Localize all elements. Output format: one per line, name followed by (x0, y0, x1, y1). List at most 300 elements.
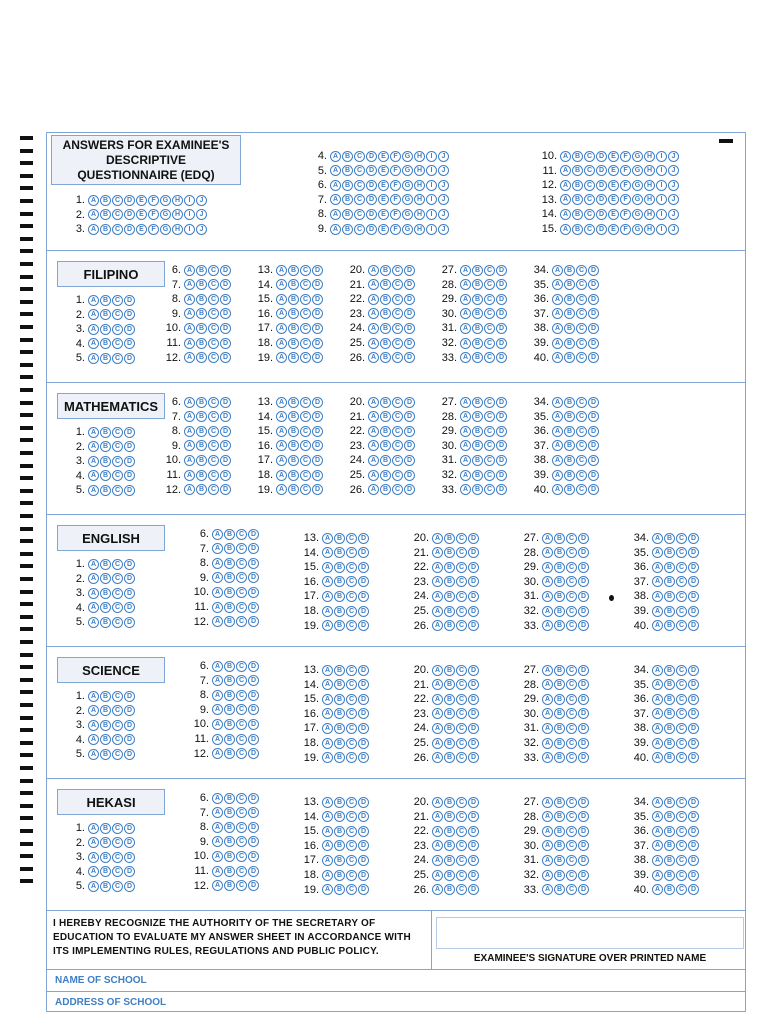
answer-bubble[interactable]: B (334, 797, 345, 808)
answer-bubble[interactable]: D (312, 352, 323, 363)
answer-bubble[interactable]: A (184, 338, 195, 349)
answer-bubble[interactable]: B (342, 209, 353, 220)
answer-bubble[interactable]: B (380, 484, 391, 495)
answer-bubble[interactable]: A (652, 811, 663, 822)
answer-bubble[interactable]: A (552, 323, 563, 334)
answer-bubble[interactable]: D (124, 573, 135, 584)
answer-bubble[interactable]: C (566, 665, 577, 676)
answer-bubble[interactable]: D (688, 884, 699, 895)
answer-bubble[interactable]: E (378, 209, 389, 220)
answer-bubble[interactable]: C (676, 884, 687, 895)
answer-bubble[interactable]: C (576, 338, 587, 349)
answer-bubble[interactable]: A (368, 323, 379, 334)
answer-bubble[interactable]: B (472, 338, 483, 349)
answer-bubble[interactable]: J (668, 209, 679, 220)
answer-bubble[interactable]: A (88, 837, 99, 848)
answer-bubble[interactable]: G (632, 209, 643, 220)
answer-bubble[interactable]: D (312, 397, 323, 408)
answer-bubble[interactable]: B (472, 411, 483, 422)
answer-bubble[interactable]: B (380, 426, 391, 437)
answer-bubble[interactable]: A (184, 323, 195, 334)
answer-bubble[interactable]: D (124, 441, 135, 452)
answer-bubble[interactable]: A (88, 573, 99, 584)
answer-bubble[interactable]: D (312, 411, 323, 422)
answer-bubble[interactable]: A (212, 880, 223, 891)
answer-bubble[interactable]: H (414, 165, 425, 176)
answer-bubble[interactable]: D (358, 576, 369, 587)
answer-bubble[interactable]: B (664, 679, 675, 690)
answer-bubble[interactable]: B (664, 826, 675, 837)
answer-bubble[interactable]: B (472, 484, 483, 495)
answer-bubble[interactable]: A (184, 484, 195, 495)
answer-bubble[interactable]: A (88, 295, 99, 306)
answer-bubble[interactable]: D (124, 224, 135, 235)
answer-bubble[interactable]: E (608, 180, 619, 191)
answer-bubble[interactable]: D (312, 294, 323, 305)
answer-bubble[interactable]: C (456, 855, 467, 866)
answer-bubble[interactable]: I (184, 209, 195, 220)
answer-bubble[interactable]: D (468, 752, 479, 763)
answer-bubble[interactable]: C (236, 616, 247, 627)
answer-bubble[interactable]: A (552, 308, 563, 319)
answer-bubble[interactable]: A (184, 308, 195, 319)
answer-bubble[interactable]: A (184, 352, 195, 363)
answer-bubble[interactable]: A (432, 855, 443, 866)
answer-bubble[interactable]: B (334, 840, 345, 851)
answer-bubble[interactable]: I (656, 224, 667, 235)
answer-bubble[interactable]: B (564, 411, 575, 422)
answer-bubble[interactable]: C (576, 294, 587, 305)
answer-bubble[interactable]: A (652, 752, 663, 763)
answer-bubble[interactable]: C (346, 562, 357, 573)
answer-bubble[interactable]: C (576, 440, 587, 451)
answer-bubble[interactable]: C (112, 559, 123, 570)
answer-bubble[interactable]: C (112, 427, 123, 438)
answer-bubble[interactable]: C (236, 572, 247, 583)
answer-bubble[interactable]: B (100, 837, 111, 848)
answer-bubble[interactable]: D (688, 708, 699, 719)
answer-bubble[interactable]: D (248, 661, 259, 672)
answer-bubble[interactable]: C (576, 265, 587, 276)
answer-bubble[interactable]: B (564, 279, 575, 290)
answer-bubble[interactable]: B (224, 793, 235, 804)
answer-bubble[interactable]: B (288, 397, 299, 408)
answer-bubble[interactable]: E (136, 209, 147, 220)
answer-bubble[interactable]: D (468, 576, 479, 587)
answer-bubble[interactable]: D (312, 323, 323, 334)
answer-bubble[interactable]: C (236, 719, 247, 730)
answer-bubble[interactable]: D (588, 426, 599, 437)
answer-bubble[interactable]: A (322, 870, 333, 881)
answer-bubble[interactable]: B (334, 855, 345, 866)
answer-bubble[interactable]: F (148, 195, 159, 206)
answer-bubble[interactable]: C (676, 797, 687, 808)
answer-bubble[interactable]: C (576, 323, 587, 334)
answer-bubble[interactable]: D (220, 352, 231, 363)
answer-bubble[interactable]: B (664, 665, 675, 676)
answer-bubble[interactable]: A (460, 470, 471, 481)
answer-bubble[interactable]: B (554, 884, 565, 895)
answer-bubble[interactable]: C (346, 533, 357, 544)
answer-bubble[interactable]: B (100, 485, 111, 496)
answer-bubble[interactable]: D (496, 397, 507, 408)
answer-bubble[interactable]: A (652, 797, 663, 808)
answer-bubble[interactable]: C (676, 826, 687, 837)
answer-bubble[interactable]: C (584, 194, 595, 205)
answer-bubble[interactable]: A (212, 851, 223, 862)
answer-bubble[interactable]: B (288, 323, 299, 334)
answer-bubble[interactable]: D (124, 309, 135, 320)
answer-bubble[interactable]: C (676, 840, 687, 851)
answer-bubble[interactable]: B (564, 294, 575, 305)
answer-bubble[interactable]: A (560, 165, 571, 176)
answer-bubble[interactable]: C (300, 426, 311, 437)
answer-bubble[interactable]: D (358, 884, 369, 895)
answer-bubble[interactable]: B (224, 851, 235, 862)
answer-bubble[interactable]: I (426, 151, 437, 162)
answer-bubble[interactable]: A (184, 397, 195, 408)
answer-bubble[interactable]: D (124, 691, 135, 702)
answer-bubble[interactable]: B (100, 353, 111, 364)
answer-bubble[interactable]: D (124, 881, 135, 892)
answer-bubble[interactable]: D (220, 308, 231, 319)
answer-bubble[interactable]: C (208, 279, 219, 290)
answer-bubble[interactable]: A (460, 352, 471, 363)
answer-bubble[interactable]: C (346, 620, 357, 631)
answer-bubble[interactable]: A (88, 485, 99, 496)
answer-bubble[interactable]: D (596, 151, 607, 162)
answer-bubble[interactable]: B (554, 591, 565, 602)
answer-bubble[interactable]: D (124, 353, 135, 364)
answer-bubble[interactable]: C (584, 224, 595, 235)
answer-bubble[interactable]: C (112, 837, 123, 848)
answer-bubble[interactable]: D (404, 323, 415, 334)
answer-bubble[interactable]: A (322, 591, 333, 602)
answer-bubble[interactable]: B (100, 720, 111, 731)
answer-bubble[interactable]: B (554, 738, 565, 749)
answer-bubble[interactable]: B (334, 752, 345, 763)
answer-bubble[interactable]: D (124, 617, 135, 628)
answer-bubble[interactable]: B (380, 308, 391, 319)
answer-bubble[interactable]: D (248, 866, 259, 877)
answer-bubble[interactable]: C (300, 470, 311, 481)
answer-bubble[interactable]: C (346, 738, 357, 749)
answer-bubble[interactable]: B (224, 558, 235, 569)
answer-bubble[interactable]: A (212, 807, 223, 818)
answer-bubble[interactable]: B (572, 209, 583, 220)
answer-bubble[interactable]: G (402, 224, 413, 235)
answer-bubble[interactable]: C (566, 620, 577, 631)
answer-bubble[interactable]: C (112, 720, 123, 731)
answer-bubble[interactable]: A (322, 855, 333, 866)
answer-bubble[interactable]: B (554, 870, 565, 881)
answer-bubble[interactable]: A (368, 455, 379, 466)
answer-bubble[interactable]: C (112, 353, 123, 364)
answer-bubble[interactable]: D (248, 602, 259, 613)
answer-bubble[interactable]: B (444, 723, 455, 734)
answer-bubble[interactable]: A (542, 811, 553, 822)
answer-bubble[interactable]: D (468, 855, 479, 866)
answer-bubble[interactable]: A (88, 427, 99, 438)
answer-bubble[interactable]: B (564, 470, 575, 481)
answer-bubble[interactable]: A (322, 620, 333, 631)
answer-bubble[interactable]: A (276, 308, 287, 319)
answer-bubble[interactable]: C (576, 397, 587, 408)
answer-bubble[interactable]: D (688, 562, 699, 573)
answer-bubble[interactable]: H (172, 224, 183, 235)
answer-bubble[interactable]: B (664, 620, 675, 631)
answer-bubble[interactable]: D (468, 840, 479, 851)
answer-bubble[interactable]: C (456, 533, 467, 544)
answer-bubble[interactable]: A (330, 194, 341, 205)
answer-bubble[interactable]: D (124, 338, 135, 349)
answer-bubble[interactable]: B (572, 224, 583, 235)
answer-bubble[interactable]: D (496, 308, 507, 319)
answer-bubble[interactable]: D (358, 723, 369, 734)
answer-bubble[interactable]: J (438, 180, 449, 191)
answer-bubble[interactable]: C (208, 352, 219, 363)
answer-bubble[interactable]: D (578, 606, 589, 617)
answer-bubble[interactable]: D (496, 455, 507, 466)
answer-bubble[interactable]: C (354, 209, 365, 220)
answer-bubble[interactable]: D (578, 884, 589, 895)
answer-bubble[interactable]: B (380, 338, 391, 349)
answer-bubble[interactable]: A (542, 665, 553, 676)
answer-bubble[interactable]: C (584, 180, 595, 191)
answer-bubble[interactable]: G (402, 209, 413, 220)
answer-bubble[interactable]: C (456, 797, 467, 808)
answer-bubble[interactable]: D (588, 338, 599, 349)
answer-bubble[interactable]: A (88, 881, 99, 892)
answer-bubble[interactable]: B (564, 440, 575, 451)
answer-bubble[interactable]: D (248, 836, 259, 847)
answer-bubble[interactable]: H (172, 209, 183, 220)
answer-bubble[interactable]: A (432, 752, 443, 763)
answer-bubble[interactable]: B (664, 855, 675, 866)
answer-bubble[interactable]: C (456, 665, 467, 676)
answer-bubble[interactable]: D (404, 338, 415, 349)
answer-bubble[interactable]: J (196, 224, 207, 235)
answer-bubble[interactable]: D (688, 620, 699, 631)
answer-bubble[interactable]: B (554, 811, 565, 822)
answer-bubble[interactable]: C (566, 826, 577, 837)
answer-bubble[interactable]: A (212, 690, 223, 701)
answer-bubble[interactable]: D (220, 294, 231, 305)
answer-bubble[interactable]: C (300, 279, 311, 290)
answer-bubble[interactable]: C (584, 165, 595, 176)
answer-bubble[interactable]: D (248, 704, 259, 715)
answer-bubble[interactable]: A (542, 679, 553, 690)
answer-bubble[interactable]: D (248, 616, 259, 627)
answer-bubble[interactable]: D (496, 323, 507, 334)
answer-bubble[interactable]: C (112, 866, 123, 877)
answer-bubble[interactable]: D (124, 470, 135, 481)
answer-bubble[interactable]: C (208, 397, 219, 408)
answer-bubble[interactable]: C (566, 533, 577, 544)
answer-bubble[interactable]: D (248, 822, 259, 833)
answer-bubble[interactable]: B (100, 691, 111, 702)
answer-bubble[interactable]: D (248, 851, 259, 862)
answer-bubble[interactable]: B (472, 455, 483, 466)
answer-bubble[interactable]: B (554, 826, 565, 837)
answer-bubble[interactable]: C (456, 723, 467, 734)
name-of-school-field[interactable]: NAME OF SCHOOL (47, 969, 745, 991)
answer-bubble[interactable]: D (220, 279, 231, 290)
answer-bubble[interactable]: B (224, 748, 235, 759)
answer-bubble[interactable]: A (542, 738, 553, 749)
answer-bubble[interactable]: D (468, 562, 479, 573)
answer-bubble[interactable]: C (346, 723, 357, 734)
answer-bubble[interactable]: J (668, 180, 679, 191)
answer-bubble[interactable]: B (100, 324, 111, 335)
answer-bubble[interactable]: C (300, 352, 311, 363)
answer-bubble[interactable]: F (620, 194, 631, 205)
answer-bubble[interactable]: C (576, 455, 587, 466)
answer-bubble[interactable]: G (160, 209, 171, 220)
answer-bubble[interactable]: A (368, 440, 379, 451)
answer-bubble[interactable]: H (644, 224, 655, 235)
answer-bubble[interactable]: B (564, 308, 575, 319)
answer-bubble[interactable]: D (688, 547, 699, 558)
answer-bubble[interactable]: J (196, 209, 207, 220)
answer-bubble[interactable]: B (444, 547, 455, 558)
answer-bubble[interactable]: G (632, 194, 643, 205)
answer-bubble[interactable]: B (196, 397, 207, 408)
answer-bubble[interactable]: B (196, 470, 207, 481)
answer-bubble[interactable]: A (552, 455, 563, 466)
answer-bubble[interactable]: C (300, 455, 311, 466)
answer-bubble[interactable]: C (392, 455, 403, 466)
answer-bubble[interactable]: B (564, 323, 575, 334)
answer-bubble[interactable]: C (392, 338, 403, 349)
answer-bubble[interactable]: D (688, 679, 699, 690)
answer-bubble[interactable]: A (368, 411, 379, 422)
answer-bubble[interactable]: C (300, 265, 311, 276)
answer-bubble[interactable]: D (358, 708, 369, 719)
answer-bubble[interactable]: A (88, 456, 99, 467)
answer-bubble[interactable]: B (380, 323, 391, 334)
answer-bubble[interactable]: G (402, 165, 413, 176)
answer-bubble[interactable]: C (346, 752, 357, 763)
answer-bubble[interactable]: C (112, 705, 123, 716)
answer-bubble[interactable]: B (224, 719, 235, 730)
answer-bubble[interactable]: D (588, 397, 599, 408)
answer-bubble[interactable]: D (596, 165, 607, 176)
answer-bubble[interactable]: C (566, 576, 577, 587)
answer-bubble[interactable]: A (542, 826, 553, 837)
answer-bubble[interactable]: D (312, 455, 323, 466)
answer-bubble[interactable]: G (632, 151, 643, 162)
answer-bubble[interactable]: C (236, 675, 247, 686)
answer-bubble[interactable]: G (402, 194, 413, 205)
answer-bubble[interactable]: B (196, 440, 207, 451)
answer-bubble[interactable]: D (358, 840, 369, 851)
answer-bubble[interactable]: B (196, 308, 207, 319)
answer-bubble[interactable]: C (354, 180, 365, 191)
answer-bubble[interactable]: A (322, 547, 333, 558)
answer-bubble[interactable]: A (322, 576, 333, 587)
answer-bubble[interactable]: D (312, 440, 323, 451)
answer-bubble[interactable]: B (334, 547, 345, 558)
answer-bubble[interactable]: D (588, 279, 599, 290)
answer-bubble[interactable]: J (438, 224, 449, 235)
answer-bubble[interactable]: B (444, 606, 455, 617)
answer-bubble[interactable]: A (184, 294, 195, 305)
answer-bubble[interactable]: C (208, 323, 219, 334)
answer-bubble[interactable]: B (224, 807, 235, 818)
answer-bubble[interactable]: B (288, 470, 299, 481)
answer-bubble[interactable]: C (346, 884, 357, 895)
answer-bubble[interactable]: B (334, 884, 345, 895)
answer-bubble[interactable]: B (554, 620, 565, 631)
answer-bubble[interactable]: D (312, 470, 323, 481)
answer-bubble[interactable]: D (596, 194, 607, 205)
answer-bubble[interactable]: C (208, 484, 219, 495)
answer-bubble[interactable]: H (644, 209, 655, 220)
answer-bubble[interactable]: D (468, 606, 479, 617)
answer-bubble[interactable]: A (212, 719, 223, 730)
answer-bubble[interactable]: C (456, 576, 467, 587)
answer-bubble[interactable]: A (322, 840, 333, 851)
answer-bubble[interactable]: C (676, 723, 687, 734)
answer-bubble[interactable]: D (578, 591, 589, 602)
answer-bubble[interactable]: D (358, 533, 369, 544)
answer-bubble[interactable]: A (552, 470, 563, 481)
answer-bubble[interactable]: A (88, 823, 99, 834)
answer-bubble[interactable]: A (542, 884, 553, 895)
answer-bubble[interactable]: E (378, 165, 389, 176)
answer-bubble[interactable]: C (392, 265, 403, 276)
answer-bubble[interactable]: B (444, 620, 455, 631)
answer-bubble[interactable]: D (688, 811, 699, 822)
answer-bubble[interactable]: D (688, 752, 699, 763)
answer-bubble[interactable]: B (554, 606, 565, 617)
answer-bubble[interactable]: C (676, 562, 687, 573)
answer-bubble[interactable]: D (220, 338, 231, 349)
answer-bubble[interactable]: D (578, 752, 589, 763)
answer-bubble[interactable]: D (404, 484, 415, 495)
answer-bubble[interactable]: C (456, 694, 467, 705)
answer-bubble[interactable]: A (88, 195, 99, 206)
answer-bubble[interactable]: C (484, 470, 495, 481)
answer-bubble[interactable]: C (484, 279, 495, 290)
answer-bubble[interactable]: B (342, 224, 353, 235)
answer-bubble[interactable]: A (542, 620, 553, 631)
answer-bubble[interactable]: A (276, 338, 287, 349)
answer-bubble[interactable]: B (380, 279, 391, 290)
answer-bubble[interactable]: D (578, 708, 589, 719)
answer-bubble[interactable]: C (236, 734, 247, 745)
answer-bubble[interactable]: A (432, 576, 443, 587)
answer-bubble[interactable]: D (578, 562, 589, 573)
answer-bubble[interactable]: B (664, 884, 675, 895)
answer-bubble[interactable]: I (426, 194, 437, 205)
answer-bubble[interactable]: E (378, 151, 389, 162)
answer-bubble[interactable]: C (236, 529, 247, 540)
answer-bubble[interactable]: D (404, 426, 415, 437)
answer-bubble[interactable]: A (432, 708, 443, 719)
answer-bubble[interactable]: B (334, 620, 345, 631)
answer-bubble[interactable]: C (346, 576, 357, 587)
answer-bubble[interactable]: A (322, 708, 333, 719)
answer-bubble[interactable]: D (366, 180, 377, 191)
answer-bubble[interactable]: B (224, 836, 235, 847)
answer-bubble[interactable]: B (554, 694, 565, 705)
answer-bubble[interactable]: B (380, 294, 391, 305)
answer-bubble[interactable]: B (196, 352, 207, 363)
answer-bubble[interactable]: C (676, 870, 687, 881)
answer-bubble[interactable]: D (468, 826, 479, 837)
